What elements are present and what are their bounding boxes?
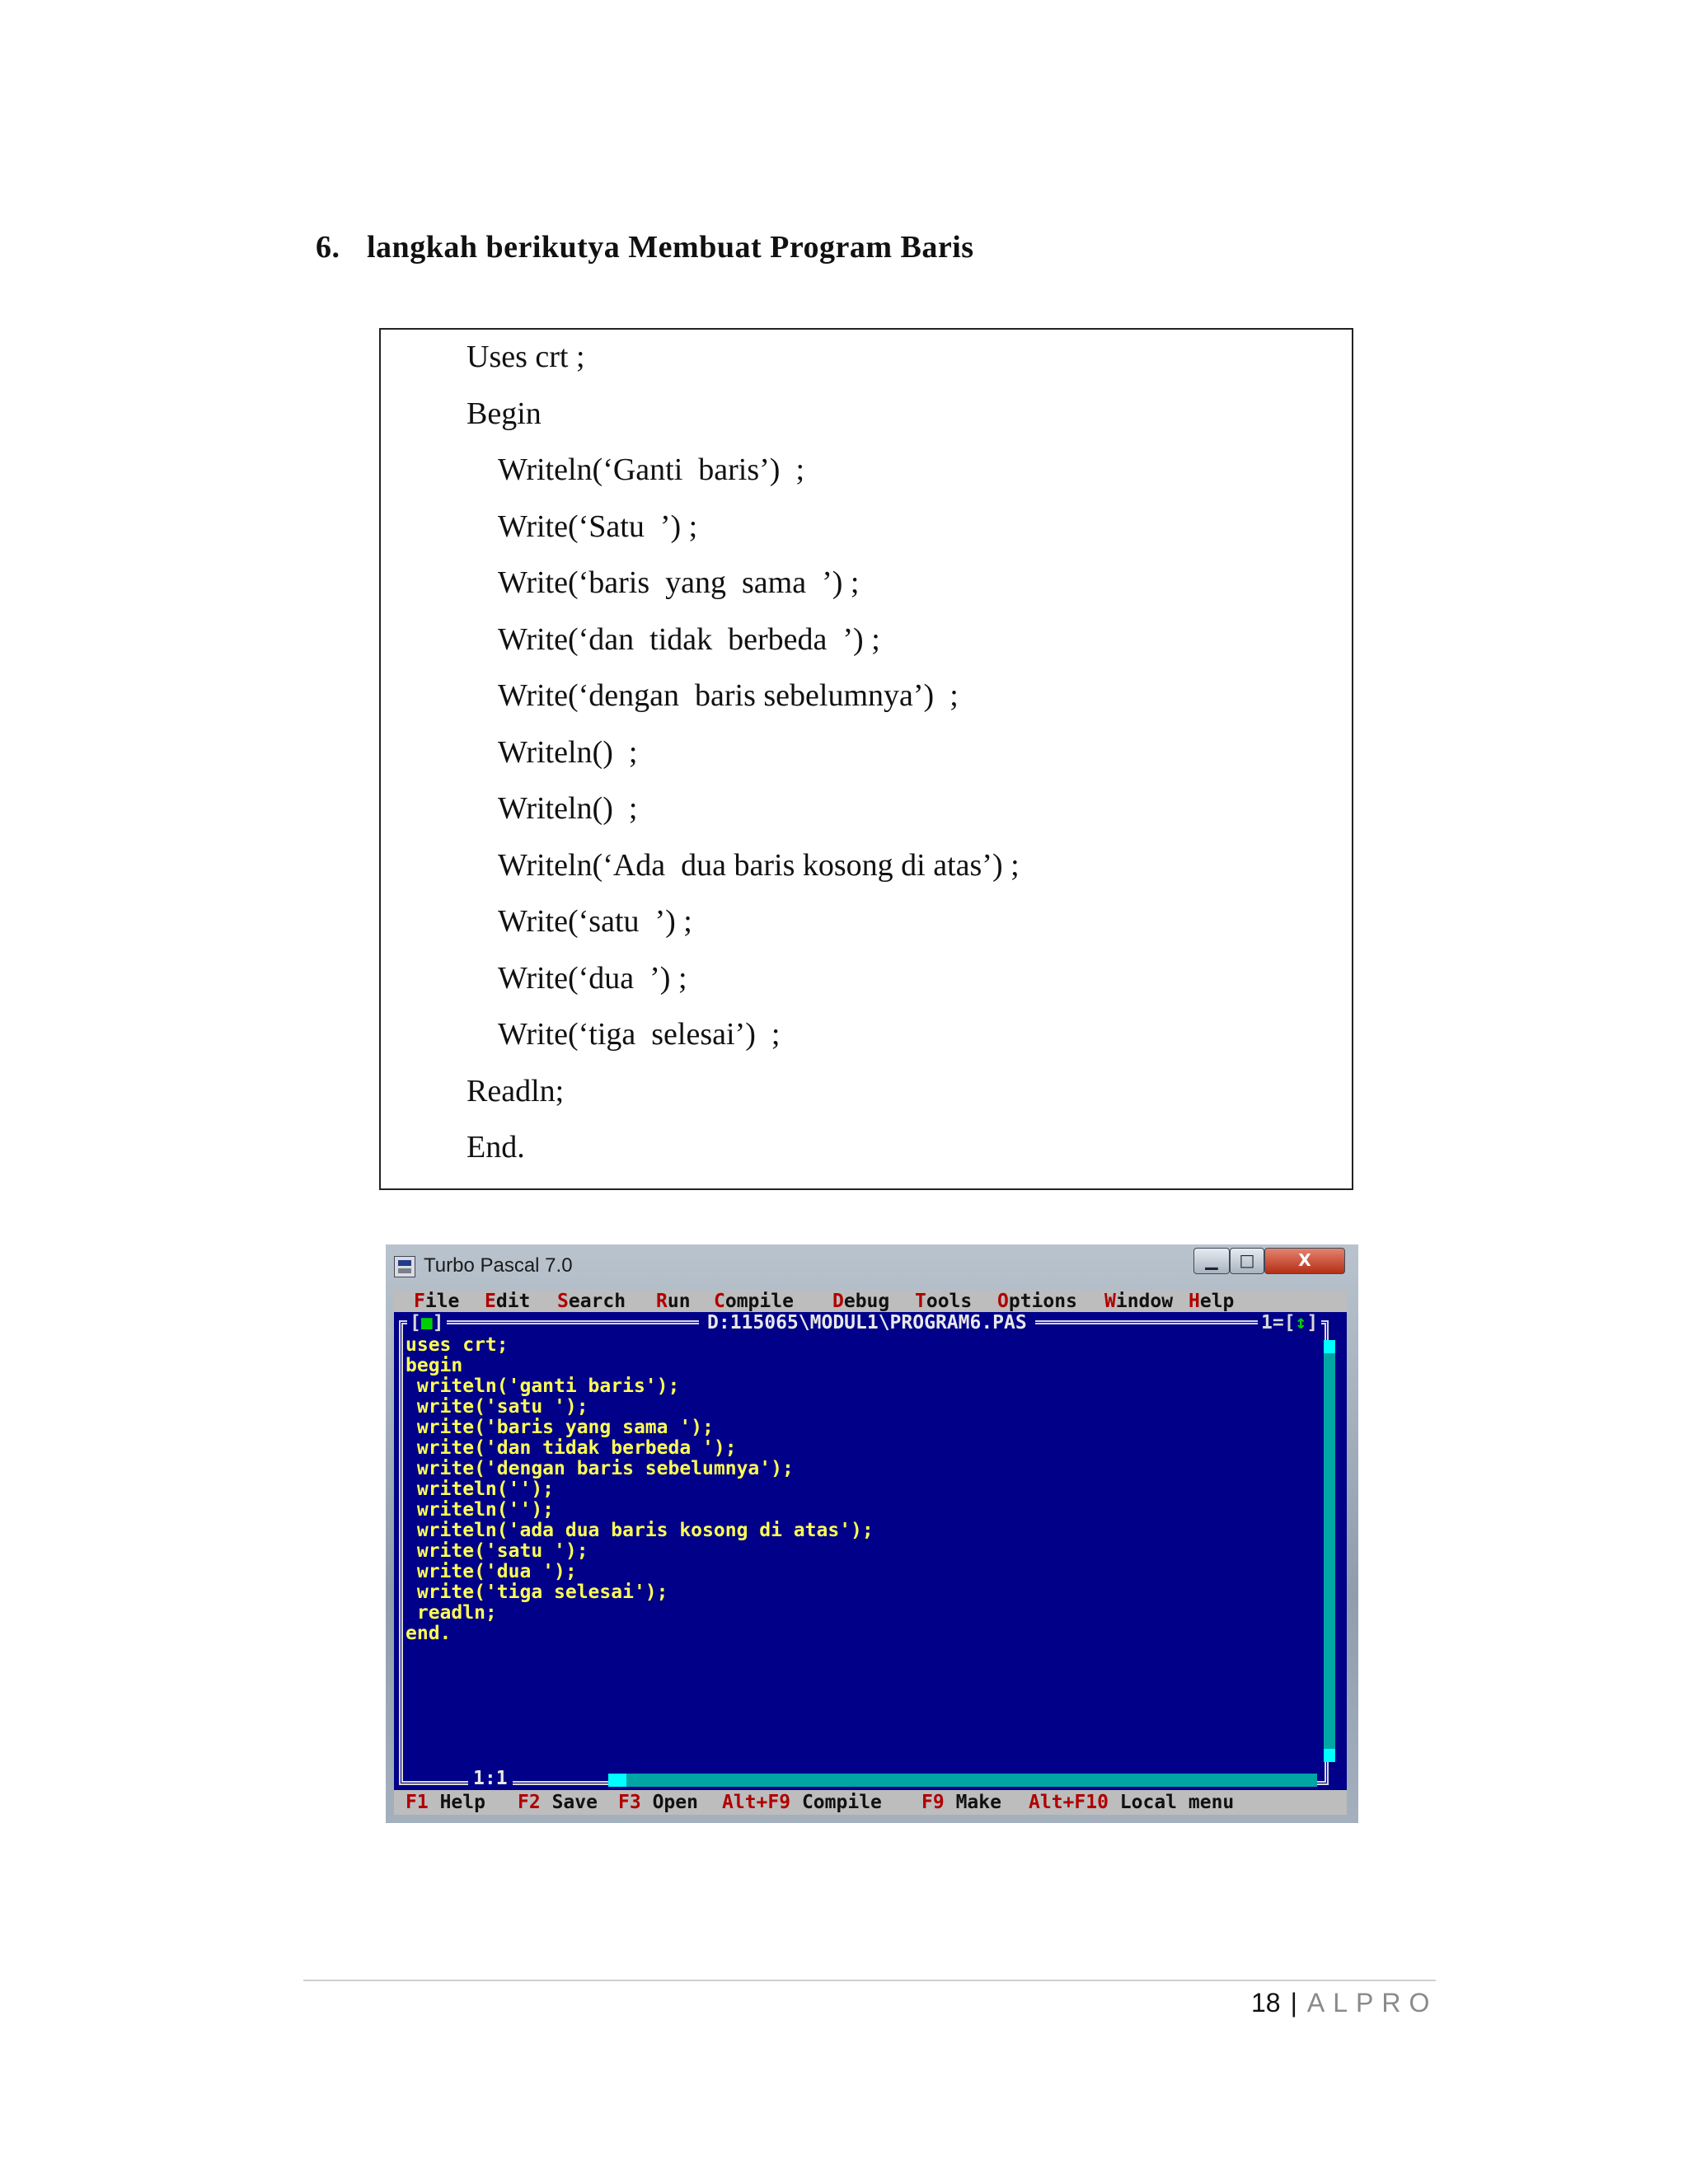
menu-item[interactable]: [714, 1291, 794, 1312]
code-line: Writeln() ;: [498, 791, 638, 826]
menu-item[interactable]: [997, 1291, 1077, 1312]
status-shortcut[interactable]: [618, 1790, 698, 1815]
status-shortcut[interactable]: [1029, 1790, 1234, 1815]
status-shortcut[interactable]: [406, 1790, 485, 1815]
code-line: Write(‘tiga selesai’) ;: [498, 1017, 781, 1052]
shortcut-label: Help: [439, 1792, 485, 1813]
menu-hotkey: D: [832, 1291, 844, 1312]
code-line: End.: [467, 1130, 525, 1165]
menu-label: ebug: [843, 1291, 890, 1312]
code-line: Writeln(‘Ada dua baris kosong di atas’) ;: [498, 847, 1020, 883]
cursor-position: 1:1: [468, 1769, 513, 1788]
editor-line: write('satu ');: [406, 1540, 588, 1562]
code-line: Write(‘dengan baris sebelumnya’) ;: [498, 678, 959, 713]
menu-hotkey: H: [1189, 1291, 1200, 1312]
editor-close-box[interactable]: [407, 1314, 447, 1332]
menu-item[interactable]: [832, 1291, 889, 1312]
code-line: Write(‘Satu ’) ;: [498, 509, 698, 544]
menu-item[interactable]: [557, 1291, 626, 1312]
editor-line: uses crt;: [406, 1334, 509, 1356]
editor-line: writeln('');: [406, 1479, 555, 1500]
menu-hotkey: E: [485, 1291, 496, 1312]
section-heading: [316, 229, 974, 265]
window-title: Turbo Pascal 7.0: [424, 1254, 573, 1277]
footer-divider: [303, 1980, 1436, 1981]
editor-line: writeln('ganti baris');: [406, 1376, 680, 1397]
shortcut-label: Save: [551, 1792, 598, 1813]
editor-line: write('dua ');: [406, 1561, 577, 1582]
shortcut-key: Alt+F10: [1029, 1792, 1109, 1813]
vertical-scrollbar[interactable]: [1324, 1340, 1335, 1762]
close-box-icon: ■: [420, 1312, 433, 1333]
editor-line: write('baris yang sama ');: [406, 1417, 714, 1438]
window-number[interactable]: [1258, 1313, 1321, 1333]
menu-item[interactable]: [485, 1291, 530, 1312]
window-number-close: ]: [1306, 1312, 1319, 1333]
shortcut-key: F2: [518, 1792, 541, 1813]
menu-hotkey: W: [1104, 1291, 1116, 1312]
status-shortcut[interactable]: [518, 1790, 598, 1815]
minimize-button[interactable]: ▁: [1193, 1248, 1230, 1274]
code-line: Begin: [467, 396, 542, 431]
shortcut-key: Alt+F9: [722, 1792, 791, 1813]
page-footer: [1251, 1988, 1437, 2018]
code-line: Write(‘satu ’) ;: [498, 904, 692, 939]
editor-line: begin: [406, 1355, 463, 1376]
section-number: 6.: [316, 230, 340, 265]
menu-item[interactable]: [656, 1291, 691, 1312]
resize-arrow-icon: ↕: [1295, 1312, 1307, 1333]
editor-line: writeln('');: [406, 1499, 555, 1521]
editor-line: end.: [406, 1623, 452, 1644]
code-line: Writeln() ;: [498, 734, 638, 770]
close-button[interactable]: X: [1264, 1248, 1345, 1274]
menu-label: elp: [1199, 1291, 1235, 1312]
footer-label: ALPRO: [1306, 1988, 1438, 2018]
menu-label: ompile: [724, 1291, 794, 1312]
status-shortcut[interactable]: [722, 1790, 882, 1815]
shortcut-key: F1: [406, 1792, 429, 1813]
menu-label: ile: [424, 1291, 460, 1312]
turbo-pascal-window: [386, 1244, 1358, 1823]
turbo-pascal-app-icon: [394, 1256, 415, 1277]
code-line: Uses crt ;: [467, 340, 585, 374]
menu-hotkey: F: [414, 1291, 425, 1312]
editor-filename: D:115065\MODUL1\PROGRAM6.PAS: [699, 1313, 1035, 1333]
menu-label: dit: [495, 1291, 531, 1312]
shortcut-label: Compile: [801, 1792, 882, 1813]
code-line: Readln;: [467, 1073, 565, 1108]
maximize-button[interactable]: □: [1230, 1248, 1264, 1274]
horizontal-scrollbar[interactable]: [608, 1774, 1317, 1787]
menu-item[interactable]: [1189, 1291, 1234, 1312]
status-bar: [394, 1790, 1347, 1815]
window-number-label: 1=[: [1261, 1312, 1296, 1333]
window-titlebar[interactable]: [386, 1244, 1358, 1291]
code-listing-box: [379, 328, 1353, 1190]
menu-label: indow: [1115, 1291, 1174, 1312]
menu-hotkey: R: [656, 1291, 668, 1312]
menu-hotkey: O: [997, 1291, 1009, 1312]
editor-line: write('tiga selesai');: [406, 1582, 668, 1603]
editor-line: write('satu ');: [406, 1396, 588, 1418]
menu-label: ptions: [1008, 1291, 1077, 1312]
menu-label: earch: [568, 1291, 626, 1312]
menu-item[interactable]: [1104, 1291, 1173, 1312]
editor-line: writeln('ada dua baris kosong di atas');: [406, 1520, 874, 1541]
code-line: Writeln(‘Ganti baris’) ;: [498, 452, 805, 487]
shortcut-label: Make: [955, 1792, 1001, 1813]
close-box-open: [: [410, 1312, 421, 1333]
editor-line: readln;: [406, 1602, 497, 1624]
menu-hotkey: S: [557, 1291, 569, 1312]
shortcut-key: F3: [618, 1792, 641, 1813]
menu-hotkey: T: [915, 1291, 926, 1312]
shortcut-key: F9: [921, 1792, 945, 1813]
editor-line: write('dan tidak berbeda ');: [406, 1437, 737, 1459]
editor-line: write('dengan baris sebelumnya');: [406, 1458, 794, 1479]
menu-bar: [394, 1291, 1347, 1312]
page-number: 18: [1251, 1988, 1281, 2018]
status-shortcut[interactable]: [921, 1790, 1001, 1815]
footer-separator: |: [1290, 1988, 1297, 2018]
menu-item[interactable]: [915, 1291, 972, 1312]
menu-label: ools: [926, 1291, 973, 1312]
dos-screen: [394, 1291, 1347, 1815]
shortcut-label: Open: [652, 1792, 698, 1813]
code-line: Write(‘dua ’) ;: [498, 960, 687, 996]
section-title: langkah berikutya Membuat Program Baris: [367, 230, 974, 265]
menu-hotkey: C: [714, 1291, 725, 1312]
code-line: Write(‘dan tidak berbeda ’) ;: [498, 621, 880, 657]
menu-item[interactable]: [414, 1291, 459, 1312]
code-line: Write(‘baris yang sama ’) ;: [498, 565, 860, 600]
close-box-close: ]: [432, 1312, 444, 1333]
shortcut-label: Local menu: [1119, 1792, 1235, 1813]
menu-label: un: [667, 1291, 691, 1312]
